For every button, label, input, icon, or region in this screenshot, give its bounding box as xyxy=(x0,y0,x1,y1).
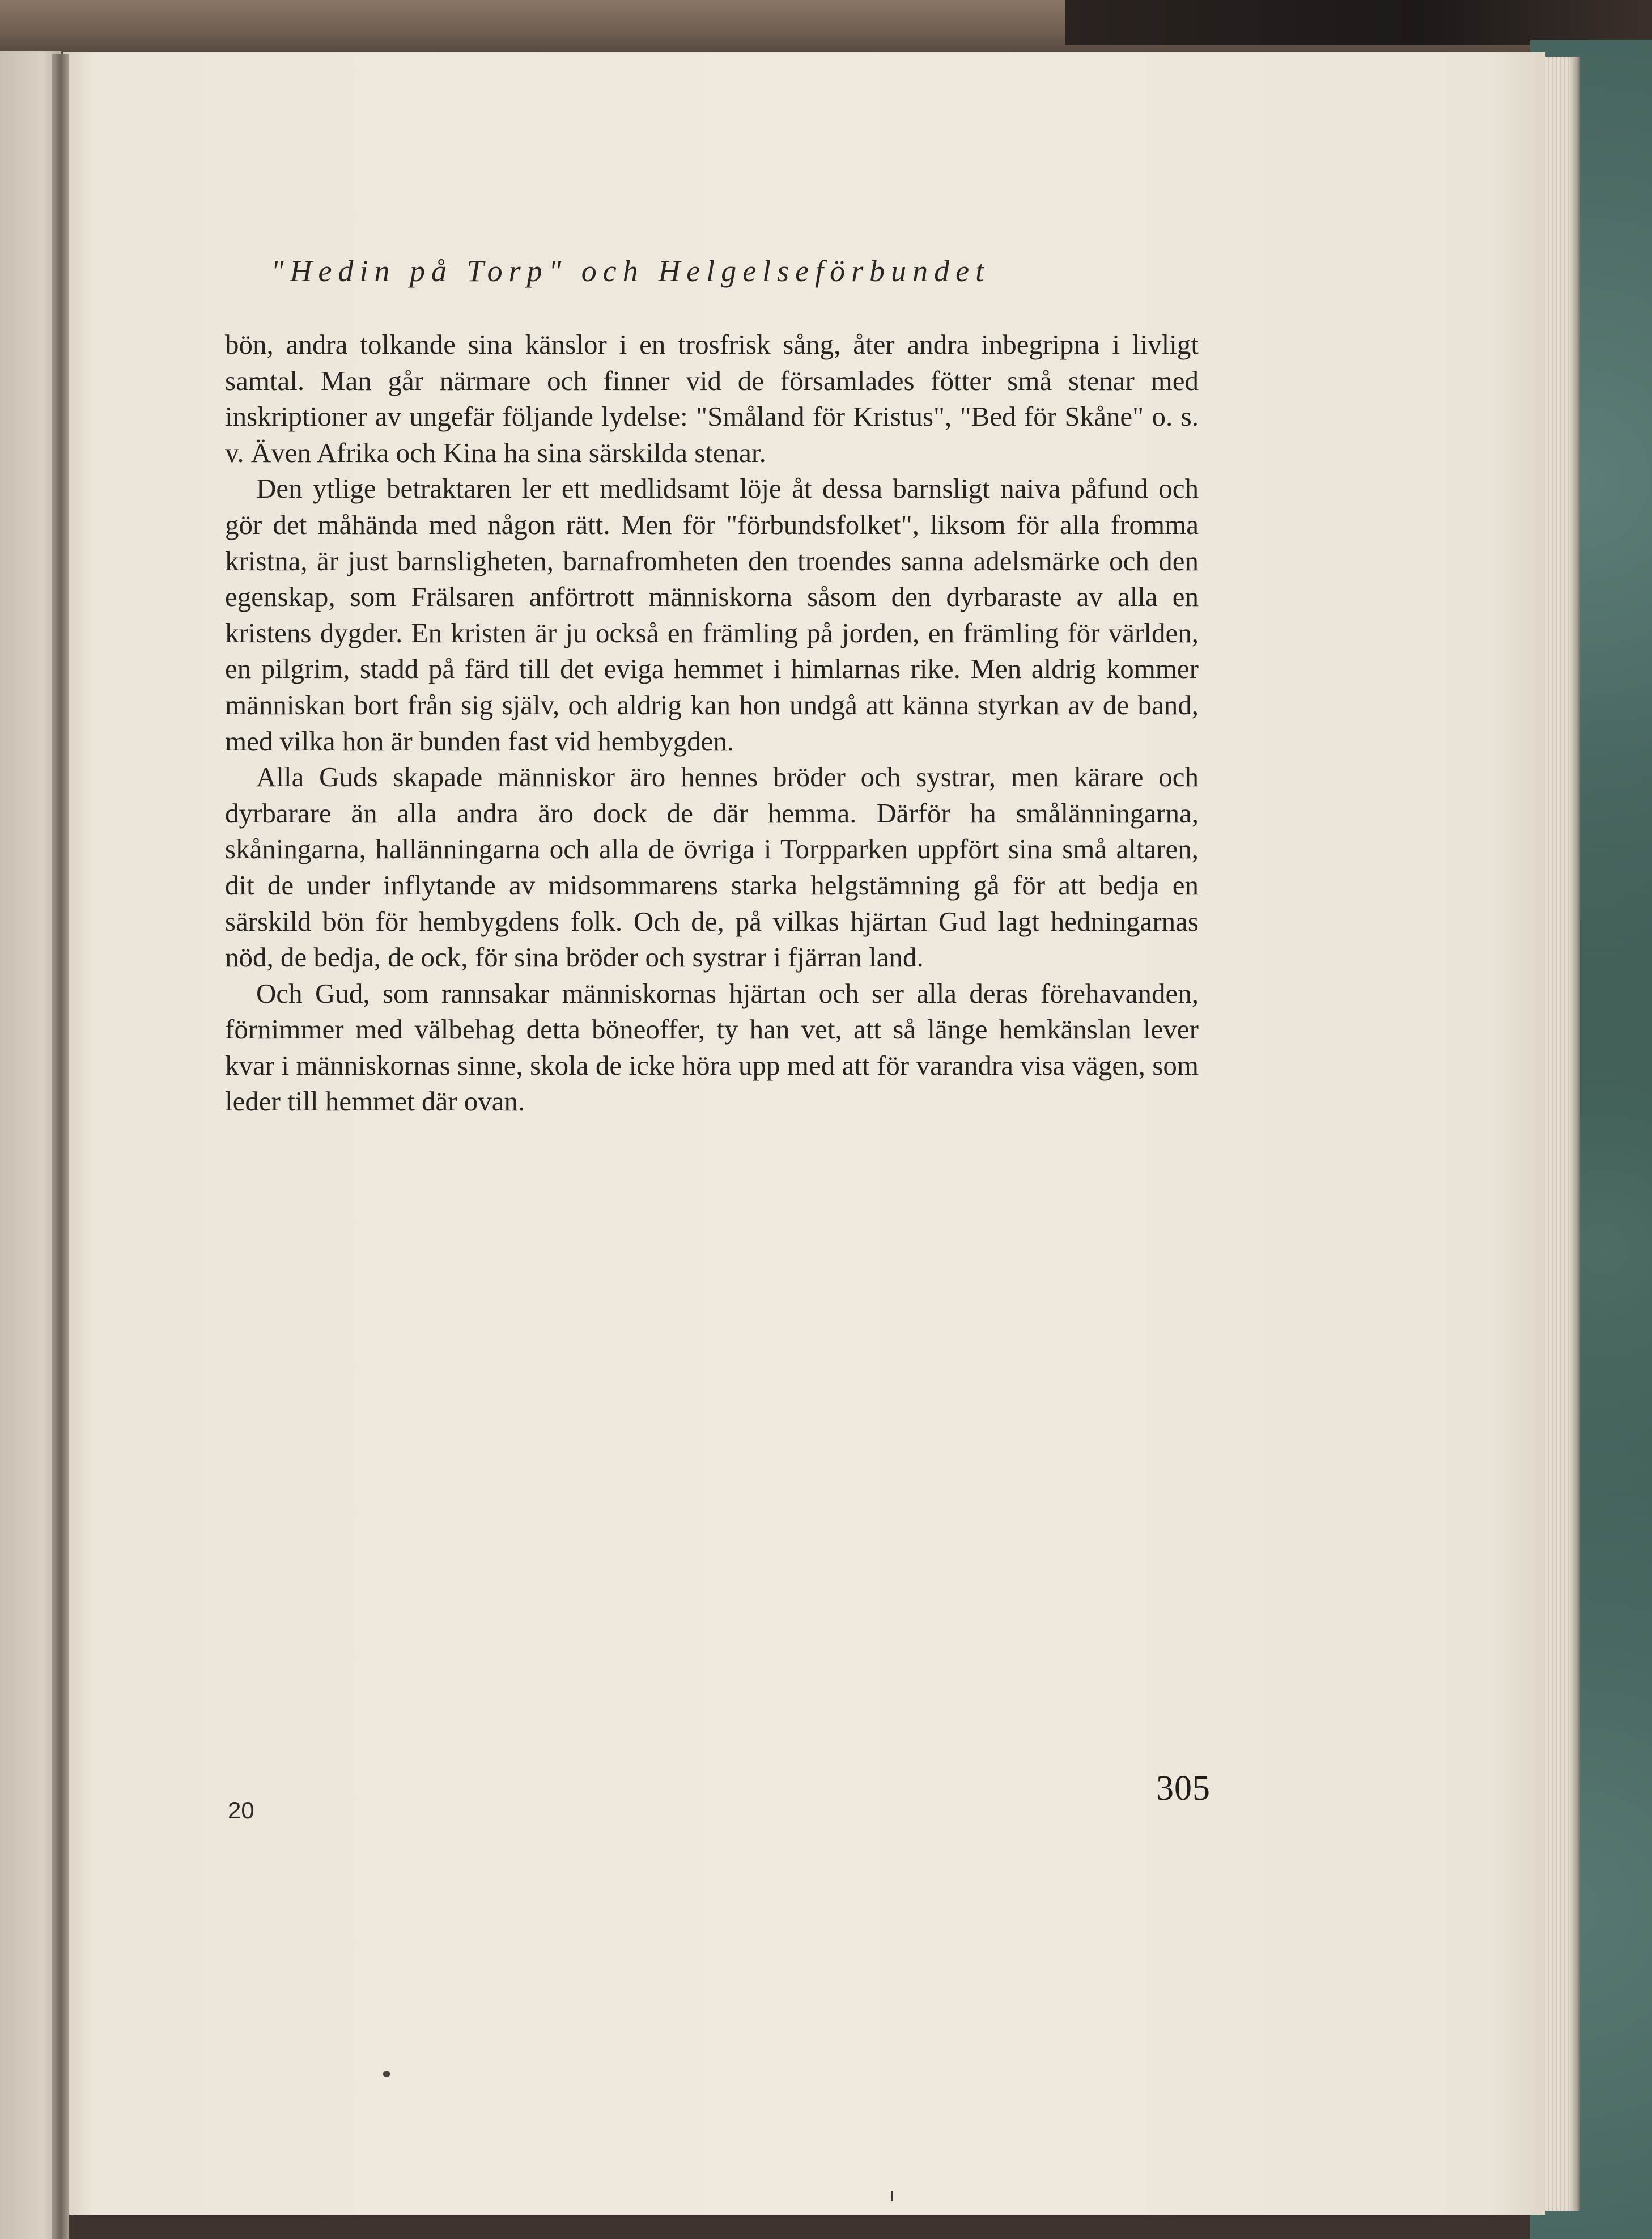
paragraph: Den ytlige betraktaren ler ett medlidsamt löje åt dessa barnsligt naiva påfund och gör det måhända med någon rätt. Men för "förbundsfolket", liksom för alla fromma kristna, är just barnsligheten, barnafromheten den troendes sanna adelsmärke och den egenskap, som Frälsaren anförtrott människorna såsom den dyrbaraste av alla en kristens dygder. En kristen är ju också en främling på jorden, en främling för världen, en pilgrim, stadd på färd till det eviga hemmet i himlarnas rike. Men aldrig kommer människan bort från sig själv, och aldrig kan hon undgå att känna styrkan av de band, med vilka hon är bunden fast vid hembygden. xyxy=(225,473,1199,757)
book-cover-edge xyxy=(1570,57,1580,2211)
paper-speck xyxy=(383,2071,390,2077)
paragraph: Och Gud, som rannsakar människornas hjärtan och ser alla deras förehavanden, förnimmer med välbehag detta böneoffer, ty han vet, att så länge hemkänslan lever kvar i människornas sinne, skola de icke höra upp med att för varandra visa vägen, som leder till hemmet där ovan. xyxy=(225,977,1199,1117)
page-block-edge xyxy=(1541,57,1570,2211)
running-head xyxy=(0,253,1652,289)
body-text xyxy=(225,326,1199,1120)
paper-speck xyxy=(891,2191,893,2201)
book-gutter xyxy=(52,54,69,2239)
page-number: 305 xyxy=(1156,1769,1211,1808)
signature-mark: 20 xyxy=(228,1797,254,1824)
paragraph: Alla Guds skapade människor äro hennes bröder och systrar, men kärare och dyrbarare än alla andra äro dock de där hemma. Därför ha smålänningarna, skåningarna, hallänningarna och alla de övriga i Torpparken uppfört sina små altaren, dit de under inflytande av midsommarens starka helgstämning gå för att bedja en särskild bön för hembygdens folk. Och de, på vilkas hjärtan Gud lagt hedningarnas nöd, de bedja, de ock, för sina bröder och systrar i fjärran land. xyxy=(225,761,1199,973)
running-head-text: "Hedin på Torp" och Helgelseförbundet xyxy=(270,254,991,288)
paragraph: bön, andra tolkande sina känslor i en trosfrisk sång, åter andra inbegripna i livligt samtal. Man går närmare och finner vid de församlades fötter små stenar med inskriptioner av ungefär följande lydelse: "Småland för Kristus", "Bed för Skåne" o. s. v. Även Afrika och Kina ha sina särskilda stenar. xyxy=(225,329,1199,468)
scan-background-dark-object xyxy=(1065,0,1652,45)
